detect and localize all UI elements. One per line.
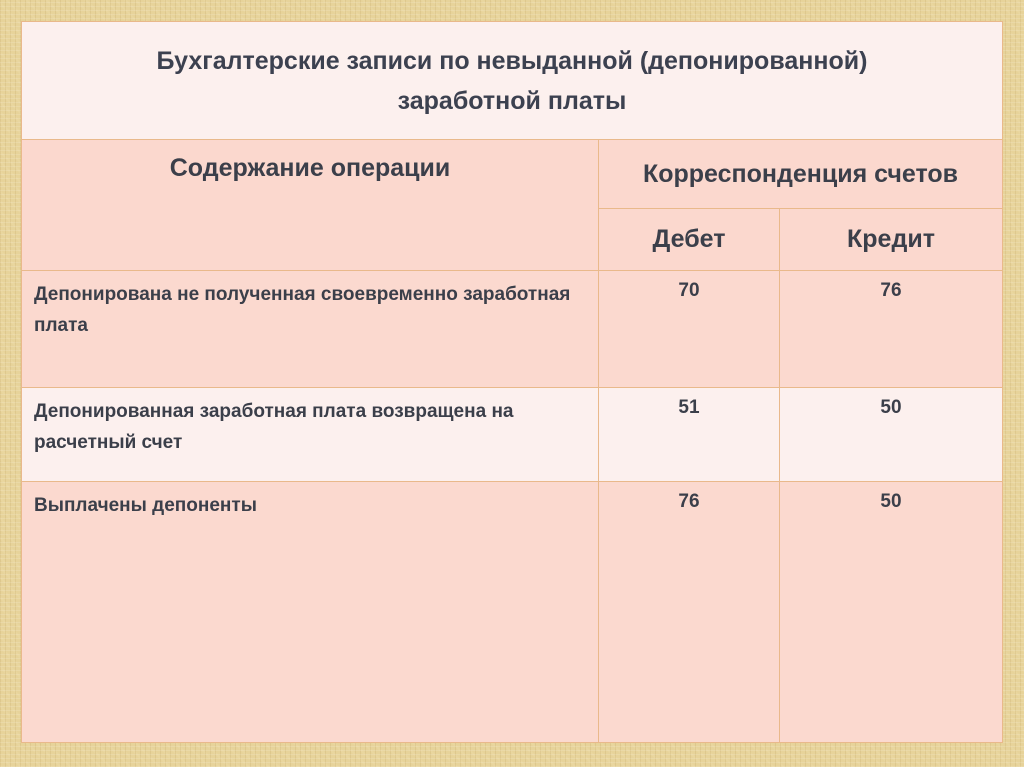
table-row xyxy=(22,482,1003,743)
row-debit: 76 xyxy=(599,482,780,743)
row-credit: 76 xyxy=(780,271,1003,388)
header-debit: Дебет xyxy=(599,209,780,271)
row-credit: 50 xyxy=(780,482,1003,743)
row-operation: Выплачены депоненты xyxy=(22,482,599,743)
row-credit: 50 xyxy=(780,388,1003,482)
header-operation: Содержание операции xyxy=(22,140,599,271)
header-credit: Кредит xyxy=(780,209,1003,271)
row-operation: Депонирована не полученная своевременно заработная плата xyxy=(22,271,599,388)
row-debit: 70 xyxy=(599,271,780,388)
table-row xyxy=(22,271,1003,388)
header-correspondence: Корреспонденция счетов xyxy=(599,140,1003,209)
table-title xyxy=(22,22,1003,140)
row-debit: 51 xyxy=(599,388,780,482)
table-row xyxy=(22,388,1003,482)
row-operation: Депонированная заработная плата возвращена на расчетный счет xyxy=(22,388,599,482)
table-title-line1: Бухгалтерские записи по невыданной (депонированной) xyxy=(156,46,868,75)
table-title-line2: заработной платы xyxy=(397,86,627,115)
accounting-entries-table xyxy=(21,21,1003,743)
